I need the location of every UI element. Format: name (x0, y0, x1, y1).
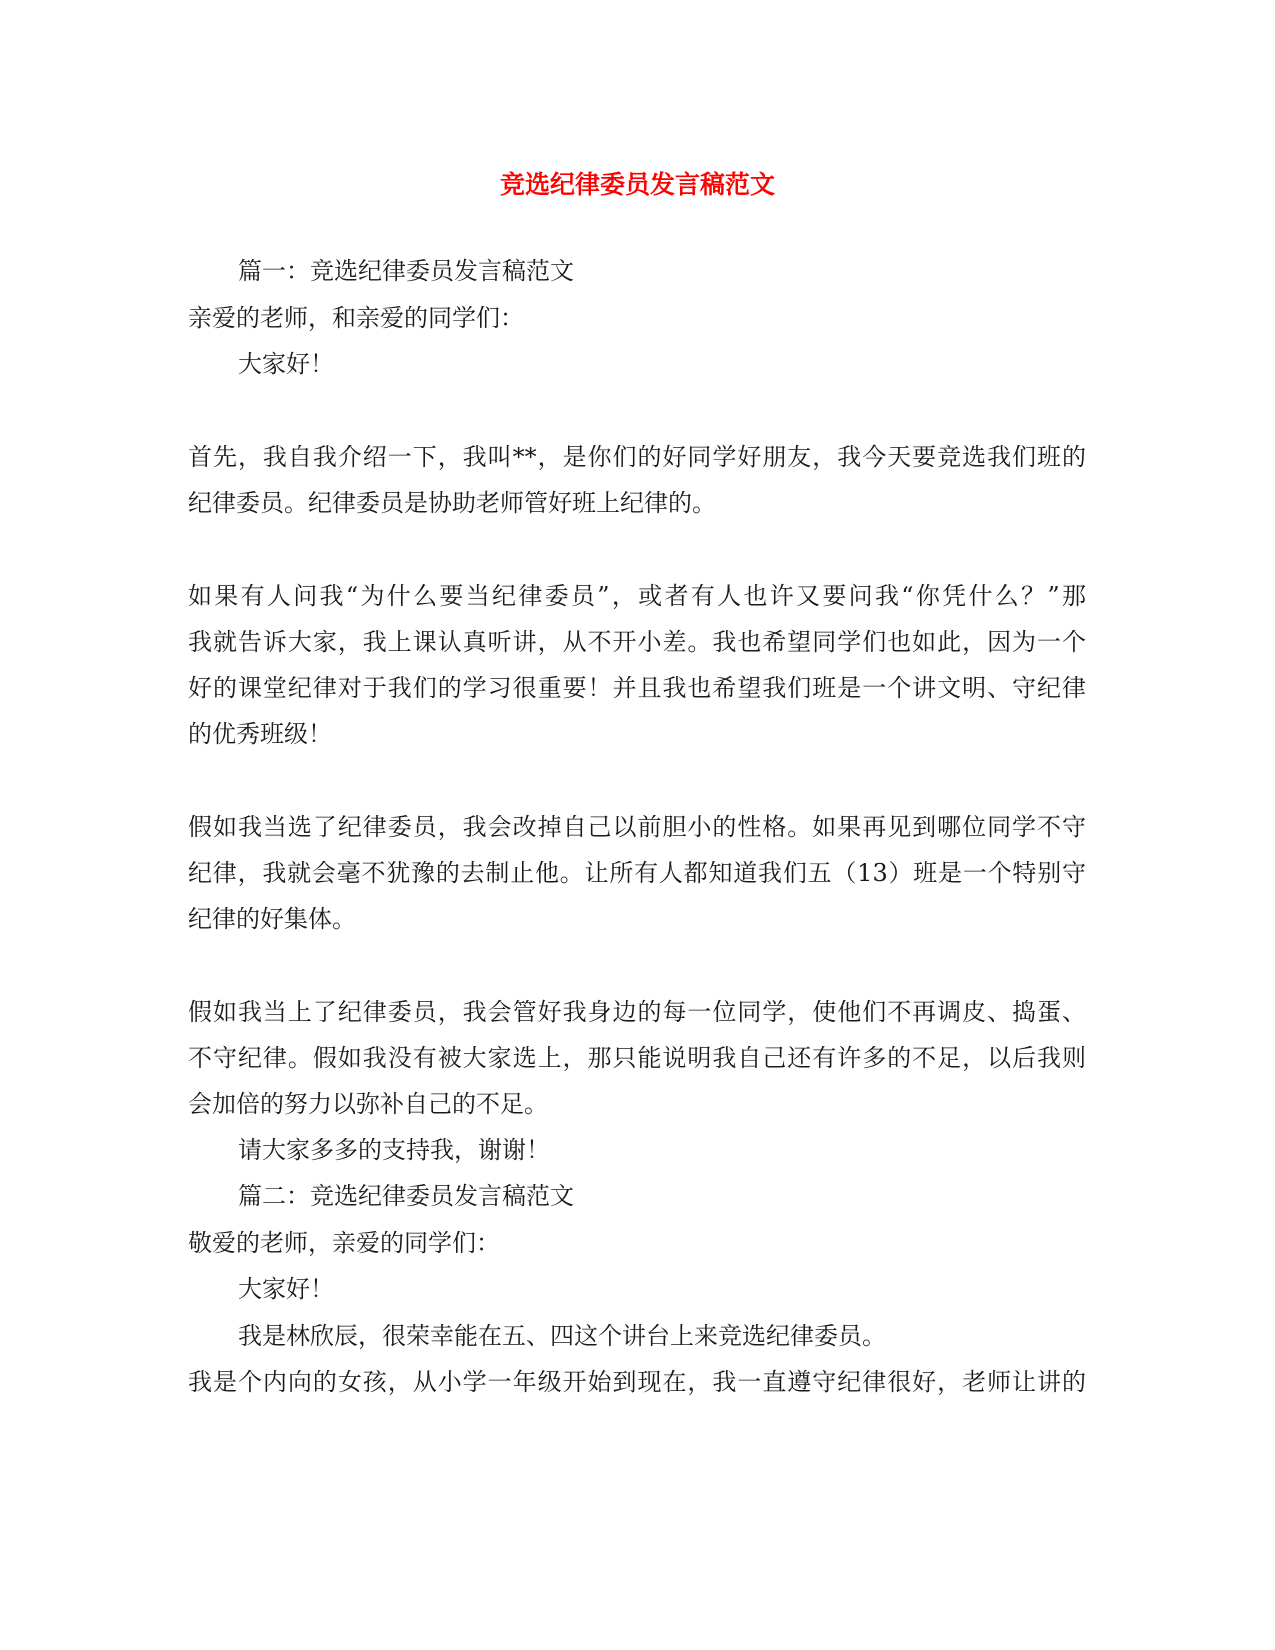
paragraph-line: 纪律委员。纪律委员是协助老师管好班上纪律的。 (188, 489, 716, 517)
paragraph-line: 我是个内向的女孩，从小学一年级开始到现在，我一直遵守纪律很好，老师让讲的 (188, 1368, 1086, 1396)
paragraph-line: 纪律的好集体。 (188, 905, 356, 933)
section-heading-2: 篇二：竞选纪律委员发言稿范文 (238, 1182, 574, 1210)
paragraph-line: 会加倍的努力以弥补自己的不足。 (188, 1090, 548, 1118)
document-title: 竞选纪律委员发言稿范文 (499, 170, 775, 199)
paragraph-line: 假如我当选了纪律委员，我会改掉自己以前胆小的性格。如果再见到哪位同学不守 (188, 813, 1086, 841)
paragraph-line: 好的课堂纪律对于我们的学习很重要！并且我也希望我们班是一个讲文明、守纪律 (188, 674, 1086, 702)
closing-line: 请大家多多的支持我，谢谢！ (238, 1136, 550, 1164)
section-heading-1: 篇一：竞选纪律委员发言稿范文 (238, 257, 574, 285)
paragraph-line: 首先，我自我介绍一下，我叫**，是你们的好同学好朋友，我今天要竞选我们班的 (188, 443, 1086, 471)
paragraph-line: 的优秀班级！ (188, 720, 332, 748)
paragraph-line: 如果有人问我“为什么要当纪律委员”，或者有人也许又要问我“你凭什么？”那 (188, 582, 1086, 610)
salutation-1: 亲爱的老师，和亲爱的同学们： (188, 304, 524, 332)
greeting-1: 大家好！ (238, 350, 334, 378)
paragraph-line: 纪律，我就会毫不犹豫的去制止他。让所有人都知道我们五（13）班是一个特别守 (188, 859, 1086, 887)
paragraph-line: 我就告诉大家，我上课认真听讲，从不开小差。我也希望同学们也如此，因为一个 (188, 628, 1086, 656)
paragraph-line: 不守纪律。假如我没有被大家选上，那只能说明我自己还有许多的不足，以后我则 (188, 1044, 1086, 1072)
greeting-2: 大家好！ (238, 1275, 334, 1303)
paragraph-line: 假如我当上了纪律委员，我会管好我身边的每一位同学，使他们不再调皮、捣蛋、 (188, 998, 1086, 1026)
paragraph-line: 我是林欣辰，很荣幸能在五、四这个讲台上来竞选纪律委员。 (238, 1322, 886, 1350)
salutation-2: 敬爱的老师，亲爱的同学们： (188, 1229, 500, 1257)
